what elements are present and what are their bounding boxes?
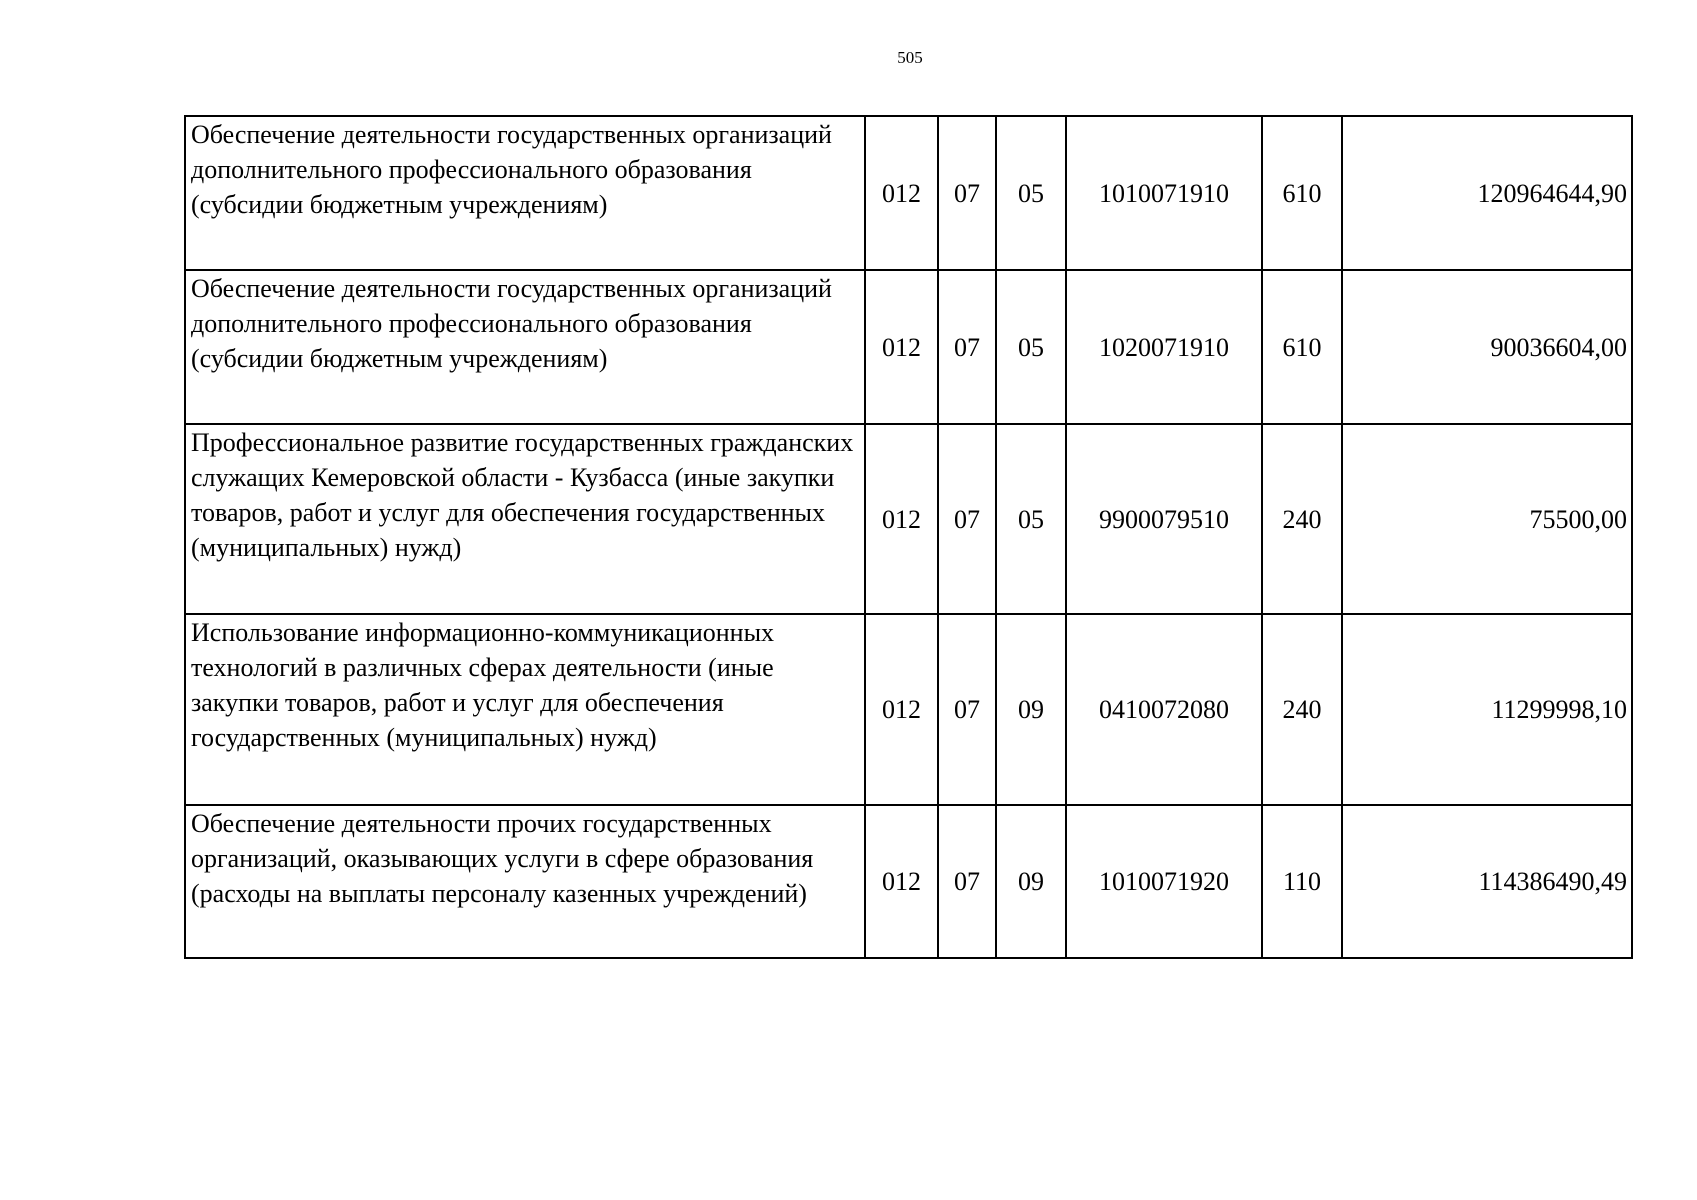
- ministry-code: 012: [865, 614, 938, 805]
- amount: 120964644,90: [1342, 116, 1632, 270]
- target-code: 1010071920: [1066, 805, 1262, 958]
- section-code: 07: [938, 614, 996, 805]
- section-code: 07: [938, 805, 996, 958]
- expense-type-code: 240: [1262, 424, 1342, 614]
- budget-table: [184, 115, 1633, 959]
- ministry-code: 012: [865, 805, 938, 958]
- row-name: Обеспечение деятельности государственных организаций дополнительного профессионального образования (субсидии бюджетным учреждениям): [185, 116, 865, 270]
- subsection-code: 09: [996, 805, 1066, 958]
- ministry-code: 012: [865, 116, 938, 270]
- target-code: 1020071910: [1066, 270, 1262, 424]
- page-number: 505: [897, 48, 923, 67]
- target-code: 0410072080: [1066, 614, 1262, 805]
- amount: 11299998,10: [1342, 614, 1632, 805]
- amount: 114386490,49: [1342, 805, 1632, 958]
- amount: 90036604,00: [1342, 270, 1632, 424]
- expense-type-code: 110: [1262, 805, 1342, 958]
- section-code: 07: [938, 270, 996, 424]
- expense-type-code: 610: [1262, 270, 1342, 424]
- row-name: Обеспечение деятельности прочих государственных организаций, оказывающих услуги в сфере образования (расходы на выплаты персоналу казенных учреждений): [185, 805, 865, 958]
- ministry-code: 012: [865, 270, 938, 424]
- row-name: Профессиональное развитие государственных гражданских служащих Кемеровской области - Кузбасса (иные закупки товаров, работ и услуг для обеспечения государственных (муниципальных) нужд): [185, 424, 865, 614]
- row-name: Обеспечение деятельности государственных организаций дополнительного профессионального образования (субсидии бюджетным учреждениям): [185, 270, 865, 424]
- target-code: 1010071910: [1066, 116, 1262, 270]
- amount: 75500,00: [1342, 424, 1632, 614]
- section-code: 07: [938, 424, 996, 614]
- ministry-code: 012: [865, 424, 938, 614]
- table-row: [185, 805, 1632, 958]
- target-code: 9900079510: [1066, 424, 1262, 614]
- table-row: [185, 614, 1632, 805]
- table-row: [185, 270, 1632, 424]
- subsection-code: 05: [996, 116, 1066, 270]
- subsection-code: 05: [996, 270, 1066, 424]
- subsection-code: 09: [996, 614, 1066, 805]
- expense-type-code: 610: [1262, 116, 1342, 270]
- expense-type-code: 240: [1262, 614, 1342, 805]
- section-code: 07: [938, 116, 996, 270]
- subsection-code: 05: [996, 424, 1066, 614]
- table-row: [185, 424, 1632, 614]
- table-row: [185, 116, 1632, 270]
- row-name: Использование информационно-коммуникационных технологий в различных сферах деятельности (иные закупки товаров, работ и услуг для обеспечения государственных (муниципальных) нужд): [185, 614, 865, 805]
